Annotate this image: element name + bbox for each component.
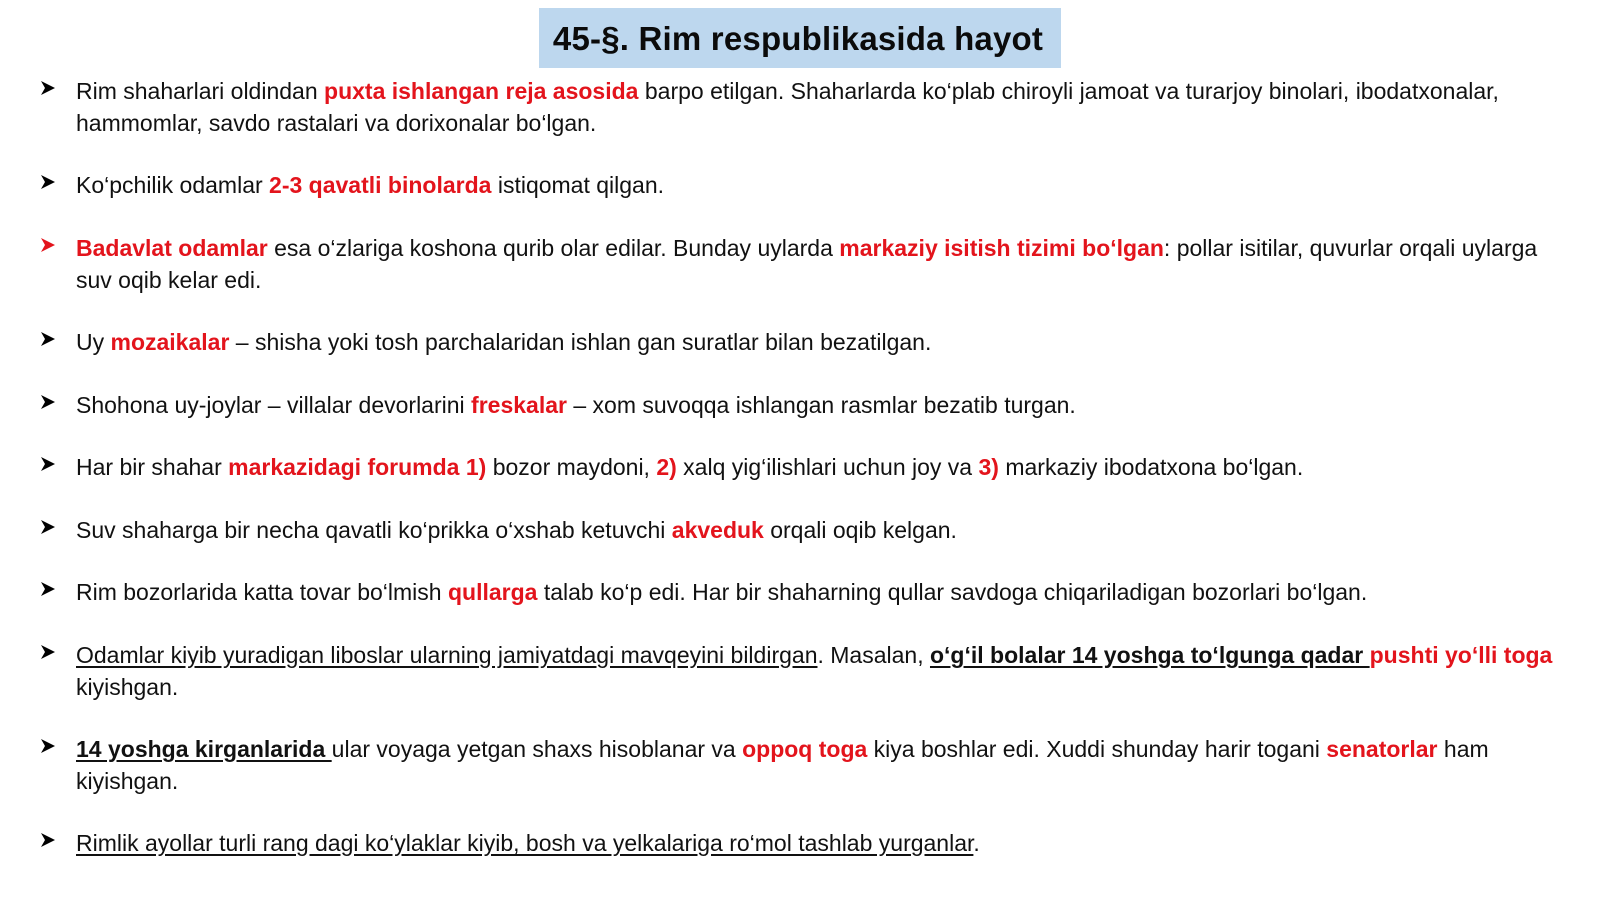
arrowhead-bullet-glyph [40, 644, 56, 660]
arrowhead-bullet-glyph [40, 394, 56, 410]
list-item-text [76, 576, 1575, 608]
title-wrap [0, 8, 1600, 68]
underlined-phrase: Rimlik ayollar turli rang dagi ko‘ylaklar kiyib, bosh va yelkalariga ro‘mol tashlab yurganlar [76, 830, 974, 856]
underlined-phrase: Odamlar kiyib yuradigan liboslar ularning jamiyatdagi mavqeyini bildirgan [76, 642, 818, 668]
highlighted-term: markaziy isitish tizimi bo‘lgan [839, 235, 1164, 261]
arrowhead-bullet-glyph [40, 456, 56, 472]
arrowhead-bullet-glyph [40, 832, 56, 848]
arrowhead-bullet-glyph [40, 331, 56, 347]
list-item-text [76, 326, 1575, 358]
list-item [40, 514, 1575, 546]
text-segment: ham kiyishgan. [76, 736, 1489, 794]
highlighted-term: senatorlar [1326, 736, 1438, 762]
underlined-bold-phrase: 14 yoshga kirganlarida [76, 736, 332, 762]
arrowhead-bullet-icon [40, 389, 76, 410]
list-item [40, 451, 1575, 483]
text-segment: bozor maydoni, [486, 454, 657, 480]
arrowhead-bullet-icon [40, 75, 76, 96]
arrowhead-bullet-icon [40, 169, 76, 190]
arrowhead-bullet-glyph [40, 237, 56, 253]
text-segment: Rim shaharlari oldindan [76, 78, 325, 104]
arrowhead-bullet-icon [40, 827, 76, 848]
arrowhead-bullet-icon [40, 639, 76, 660]
list-item [40, 639, 1575, 703]
list-item [40, 75, 1575, 139]
page-title: 45-§. Rim respublikasida hayot [539, 8, 1061, 68]
list-item [40, 576, 1575, 608]
highlighted-term: puxta ishlangan reja asosida [324, 78, 639, 104]
highlighted-term: oppoq toga [742, 736, 868, 762]
highlighted-term: Badavlat odamlar [76, 235, 268, 261]
arrowhead-bullet-glyph [40, 738, 56, 754]
arrowhead-bullet-icon [40, 451, 76, 472]
text-segment: talab ko‘p edi. Har bir shaharning qullar savdoga chiqariladigan bozorlari bo‘lgan. [537, 579, 1368, 605]
text-segment: orqali oqib kelgan. [763, 517, 957, 543]
list-item-text [76, 827, 1575, 859]
text-segment: kiyishgan. [76, 674, 179, 700]
text-segment: esa o‘zlariga koshona qurib olar edilar. Bunday uylarda [267, 235, 840, 261]
list-item-text [76, 169, 1575, 201]
highlighted-term: markazidagi forumda 1) [228, 454, 487, 480]
list-item-text [76, 389, 1575, 421]
list-item-text [76, 451, 1575, 483]
text-segment: Suv shaharga bir necha qavatli ko‘prikka o‘xshab ketuvchi [76, 517, 672, 543]
arrowhead-bullet-icon [40, 232, 76, 253]
highlighted-term: pushti yo‘lli toga [1369, 642, 1553, 668]
text-segment: Ko‘pchilik odamlar [76, 172, 270, 198]
highlighted-term: 3) [978, 454, 999, 480]
arrowhead-bullet-glyph [40, 174, 56, 190]
text-segment: markaziy ibodatxona bo‘lgan. [998, 454, 1304, 480]
arrowhead-bullet-icon [40, 576, 76, 597]
list-item-text [76, 75, 1575, 139]
list-item-text [76, 639, 1575, 703]
text-segment: : pollar isitilar, quvurlar orqali uylarga suv oqib kelar edi. [76, 235, 1538, 293]
text-segment: Uy [76, 329, 111, 355]
underlined-bold-phrase: o‘g‘il bolalar 14 yoshga to‘lgunga qadar [929, 642, 1370, 668]
text-segment: ular voyaga yetgan shaxs hisoblanar va [331, 736, 743, 762]
highlighted-term: mozaikalar [110, 329, 230, 355]
arrowhead-bullet-icon [40, 326, 76, 347]
arrowhead-bullet-icon [40, 514, 76, 535]
highlighted-term: akveduk [671, 517, 764, 543]
list-item [40, 326, 1575, 358]
highlighted-term: 2) [656, 454, 677, 480]
text-segment: barpo etilgan. Shaharlarda ko‘plab chiroyli jamoat va turarjoy binolari, ibodatxonalar, hammomlar, savdo rastalari va dorixonalar bo‘lgan. [76, 78, 1499, 136]
text-segment: – xom suvoqqa ishlangan rasmlar bezatib turgan. [566, 392, 1076, 418]
list-item [40, 389, 1575, 421]
text-segment: . Masalan, [817, 642, 930, 668]
highlighted-term: qullarga [447, 579, 538, 605]
list-item [40, 827, 1575, 859]
text-segment: Shohona uy-joylar – villalar devorlarini [76, 392, 472, 418]
highlighted-term: freskalar [471, 392, 567, 418]
list-item-text [76, 514, 1575, 546]
text-segment: xalq yig‘ilishlari uchun joy va [676, 454, 979, 480]
text-segment: – shisha yoki tosh parchalaridan ishlan gan suratlar bilan bezatilgan. [229, 329, 932, 355]
arrowhead-bullet-glyph [40, 519, 56, 535]
text-segment: kiya boshlar edi. Xuddi shunday harir togani [867, 736, 1327, 762]
list-item-text [76, 733, 1575, 797]
arrowhead-bullet-glyph [40, 80, 56, 96]
list-item [40, 169, 1575, 201]
list-item-text [76, 232, 1575, 296]
text-segment: Har bir shahar [76, 454, 229, 480]
text-segment: Rim bozorlarida katta tovar bo‘lmish [76, 579, 448, 605]
text-segment: istiqomat qilgan. [491, 172, 665, 198]
text-segment: . [973, 830, 980, 856]
list-item [40, 232, 1575, 296]
arrowhead-bullet-icon [40, 733, 76, 754]
arrowhead-bullet-glyph [40, 581, 56, 597]
list-item [40, 733, 1575, 797]
highlighted-term: 2-3 qavatli binolarda [269, 172, 492, 198]
